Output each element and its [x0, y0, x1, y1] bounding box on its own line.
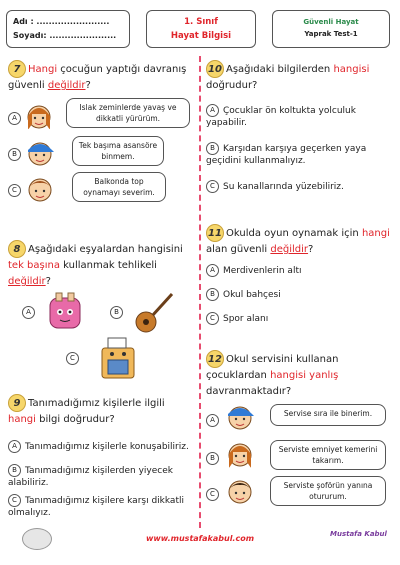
speech-bubble-b — [270, 440, 386, 470]
option-c[interactable] — [66, 352, 83, 365]
question-keyword: hangi — [8, 414, 36, 425]
option-letter: B — [206, 288, 219, 301]
option-letter: B — [206, 142, 219, 155]
boy-face-icon — [24, 172, 56, 206]
surname-field-label: Soyadı: ...................... — [13, 31, 117, 40]
question-keyword: değildir — [47, 80, 86, 91]
speech-bubble-b — [72, 136, 164, 166]
question-keyword: hangisi — [333, 64, 370, 75]
option-text: Merdivenlerin altı — [223, 266, 302, 276]
question-7 — [8, 60, 194, 94]
question-text: Okul servisini kullanan çocuklardan — [206, 354, 339, 381]
question-number-badge: 10 — [206, 60, 224, 78]
option-b[interactable] — [110, 306, 127, 319]
option-b[interactable] — [206, 142, 394, 167]
question-text: alan güvenli — [206, 244, 271, 255]
option-text: Tek başıma asansöre binmem. — [78, 141, 158, 161]
question-keyword: Hangi — [28, 64, 58, 75]
option-text: Servise sıra ile binerim. — [283, 409, 373, 418]
question-keyword: değildir — [8, 276, 46, 287]
question-text: davranmaktadır? — [206, 386, 292, 397]
column-divider — [199, 56, 201, 528]
option-letter: A — [8, 440, 21, 453]
question-text: ? — [45, 276, 51, 287]
question-keyword: değildir — [270, 244, 309, 255]
option-b[interactable] — [8, 464, 194, 489]
question-keyword: hangisi yanlış — [270, 370, 339, 381]
option-letter: C — [206, 180, 219, 193]
option-text: Serviste emniyet kemerini takarım. — [278, 445, 378, 465]
test-info-box — [272, 10, 390, 48]
option-letter: B — [206, 452, 219, 465]
question-keyword: hangi — [361, 228, 390, 239]
option-text: Çocuklar ön koltukta yolculuk yapabilir. — [206, 106, 356, 128]
option-letter: B — [110, 306, 123, 319]
option-b[interactable] — [206, 452, 223, 465]
speech-bubble-a — [270, 404, 386, 426]
boy-cap-face-icon — [224, 400, 256, 434]
unit-label: Güvenli Hayat — [303, 18, 359, 26]
option-letter: A — [206, 414, 219, 427]
option-letter: C — [66, 352, 79, 365]
course-title-box — [146, 10, 256, 48]
option-letter: C — [206, 488, 219, 501]
course-label: Hayat Bilgisi — [170, 31, 232, 41]
toaster-icon — [44, 290, 86, 334]
option-text: Spor alanı — [223, 314, 269, 324]
girl-face-icon — [224, 438, 256, 472]
boy-cap-face-icon — [24, 136, 56, 170]
question-text: Aşağıdaki bilgilerden — [226, 64, 334, 75]
student-info-box — [6, 10, 130, 48]
option-a[interactable] — [206, 104, 394, 129]
option-text: Tanımadığımız kişilere karşı dikkatli olmalıyız. — [8, 496, 184, 518]
option-c[interactable] — [206, 180, 394, 193]
name-field-label: Adı : ........................ — [13, 17, 110, 26]
girl-face-icon — [24, 100, 54, 134]
option-text: Islak zeminlerde yavaş ve dikkatli yürürüm. — [79, 103, 177, 123]
question-9 — [8, 394, 194, 428]
question-text: Tanımadığımız kişilerle ilgili — [28, 398, 165, 409]
option-b[interactable] — [206, 288, 281, 301]
question-number-badge: 8 — [8, 240, 26, 258]
speech-bubble-c — [270, 476, 386, 506]
guitar-icon — [132, 290, 176, 336]
question-text: doğrudur? — [206, 80, 258, 91]
option-c[interactable] — [206, 488, 223, 501]
question-number-badge: 9 — [8, 394, 26, 412]
option-c[interactable] — [8, 494, 194, 519]
question-number-badge: 11 — [206, 224, 224, 242]
option-c[interactable] — [206, 312, 268, 325]
question-text: Aşağıdaki eşyalardan hangisini — [28, 244, 183, 255]
option-text: Tanımadığımız kişilerden yiyecek alabiliriz. — [8, 466, 173, 488]
option-text: Karşıdan karşıya geçerken yaya geçidini kullanmalıyız. — [206, 144, 367, 166]
option-letter: A — [8, 112, 21, 125]
question-text: çocuğun yaptığı davranış güvenli — [8, 64, 187, 91]
question-12 — [206, 350, 394, 400]
option-text: Serviste şoförün yanına otururum. — [283, 481, 373, 501]
question-text: kullanmak tehlikeli — [59, 260, 157, 271]
option-text: Balkonda top oynamayı severim. — [83, 177, 155, 197]
option-a[interactable] — [8, 440, 194, 453]
option-b[interactable] — [8, 148, 25, 161]
option-text: Okul bahçesi — [223, 290, 281, 300]
speech-bubble-a — [66, 98, 190, 128]
option-letter: A — [206, 104, 219, 117]
option-text: Su kanallarında yüzebiliriz. — [223, 182, 344, 192]
option-letter: C — [206, 312, 219, 325]
question-10 — [206, 60, 392, 94]
option-a[interactable] — [8, 112, 25, 125]
question-text: ? — [85, 80, 91, 91]
option-letter: A — [206, 264, 219, 277]
question-text: Okulda oyun oynamak için — [226, 228, 362, 239]
question-text: bilgi doğrudur? — [35, 414, 115, 425]
test-label: Yaprak Test-1 — [304, 30, 358, 38]
option-a[interactable] — [22, 306, 39, 319]
question-number-badge: 12 — [206, 350, 224, 368]
boy-face-icon — [224, 474, 256, 508]
author-logo: Mustafa Kabul — [330, 530, 387, 538]
option-letter: C — [8, 184, 21, 197]
question-text: ? — [308, 244, 314, 255]
option-a[interactable] — [206, 414, 223, 427]
footer-website-link[interactable]: www.mustafakabul.com — [145, 534, 255, 543]
option-letter: C — [8, 494, 21, 507]
grade-label: 1. Sınıf — [184, 17, 218, 27]
speech-bubble-c — [72, 172, 166, 202]
stove-icon — [92, 334, 144, 382]
option-letter: B — [8, 148, 21, 161]
question-number-badge: 7 — [8, 60, 26, 78]
option-a[interactable] — [206, 264, 301, 277]
option-letter: B — [8, 464, 21, 477]
option-letter: A — [22, 306, 35, 319]
option-c[interactable] — [8, 184, 25, 197]
question-11 — [206, 224, 394, 258]
school-seal-icon — [22, 528, 52, 550]
question-8 — [8, 240, 194, 290]
option-text: Tanımadığımız kişilerle konuşabiliriz. — [25, 442, 189, 452]
question-keyword: tek başına — [8, 260, 60, 271]
